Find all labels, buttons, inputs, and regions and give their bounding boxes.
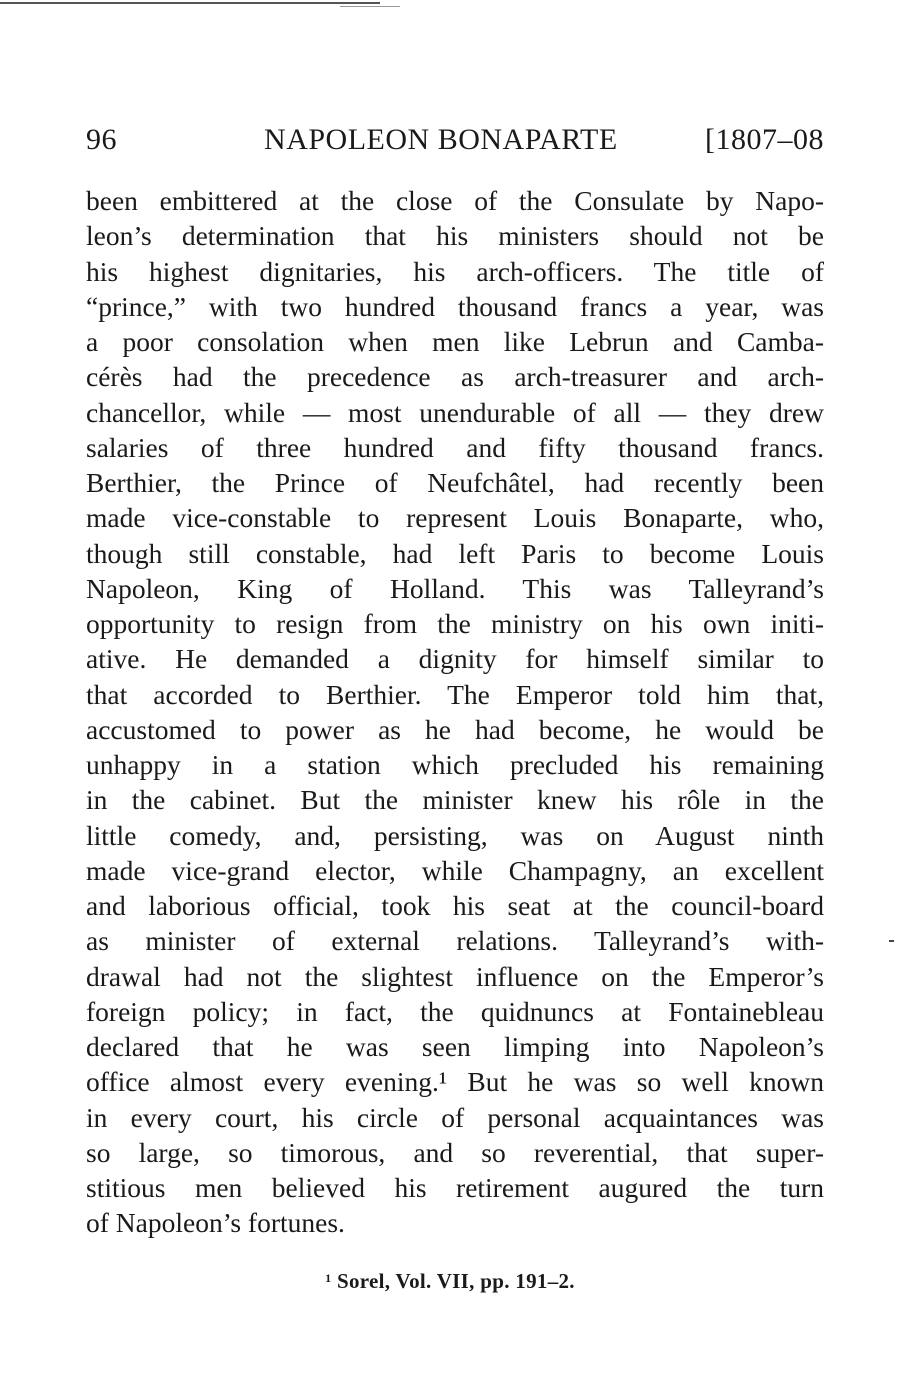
text-line: so large, so timorous, and so reverential, that super-: [86, 1136, 824, 1168]
text-line: a poor consolation when men like Lebrun and Camba-: [86, 326, 824, 357]
text-line: little comedy, and, persisting, was on August ninth: [86, 819, 824, 851]
text-line: cérès had the precedence as arch-treasurer and arch-: [86, 361, 824, 393]
top-edge-rule: [0, 2, 380, 4]
text-line: stitious men believed his retirement augured the turn: [86, 1172, 824, 1203]
text-line: been embittered at the close of the Consulate by Napo-: [86, 185, 824, 216]
text-line: “prince,” with two hundred thousand francs a year, was: [86, 290, 824, 322]
text-line: opportunity to resign from the ministry on his own initi-: [86, 608, 824, 639]
text-line: as minister of external relations. Talleyrand’s with-: [86, 925, 824, 957]
text-line: ative. He demanded a dignity for himself similar to: [86, 643, 824, 675]
text-line: salaries of three hundred and fifty thousand francs.: [86, 431, 824, 463]
page-number: 96: [86, 123, 117, 156]
text-line: made vice-grand elector, while Champagny, an excellent: [86, 854, 824, 886]
text-line-last: of Napoleon’s fortunes.: [86, 1207, 345, 1239]
text-line: in every court, his circle of personal acquaintances was: [86, 1101, 824, 1133]
text-line: chancellor, while — most unendurable of all — they drew: [86, 396, 824, 428]
text-line: his highest dignitaries, his arch-officers. The title of: [86, 255, 824, 287]
text-line: that accorded to Berthier. The Emperor told him that,: [86, 678, 824, 710]
margin-mark: [889, 940, 894, 942]
running-title: NAPOLEON BONAPARTE: [264, 123, 618, 156]
footnote: [0, 1263, 900, 1296]
date-range: [1807–08: [705, 123, 824, 156]
text-line: leon’s determination that his ministers should not be: [86, 220, 824, 252]
body-text: [86, 183, 824, 1241]
text-line: foreign policy; in fact, the quidnuncs at Fontainebleau: [86, 995, 824, 1027]
text-line: though still constable, had left Paris to become Louis: [86, 537, 824, 569]
text-line: office almost every evening.¹ But he was so well known: [86, 1066, 824, 1098]
running-header: [86, 120, 824, 160]
text-line: declared that he was seen limping into Napoleon’s: [86, 1031, 824, 1062]
text-line: and laborious official, took his seat at the council-board: [86, 890, 824, 921]
footnote-text: Sorel, Vol. VII, pp. 191–2.: [337, 1269, 575, 1293]
text-line: drawal had not the slightest influence on the Emperor’s: [86, 960, 824, 992]
text-line: made vice-constable to represent Louis Bonaparte, who,: [86, 502, 824, 534]
footnote-marker: 1: [325, 1271, 332, 1285]
text-line: Napoleon, King of Holland. This was Talleyrand’s: [86, 572, 824, 604]
text-line: accustomed to power as he had become, he would be: [86, 713, 824, 745]
scan-speck: [340, 6, 400, 7]
text-line: unhappy in a station which precluded his remaining: [86, 749, 824, 780]
text-line: in the cabinet. But the minister knew his rôle in the: [86, 784, 824, 816]
text-line: Berthier, the Prince of Neufchâtel, had recently been: [86, 467, 824, 498]
